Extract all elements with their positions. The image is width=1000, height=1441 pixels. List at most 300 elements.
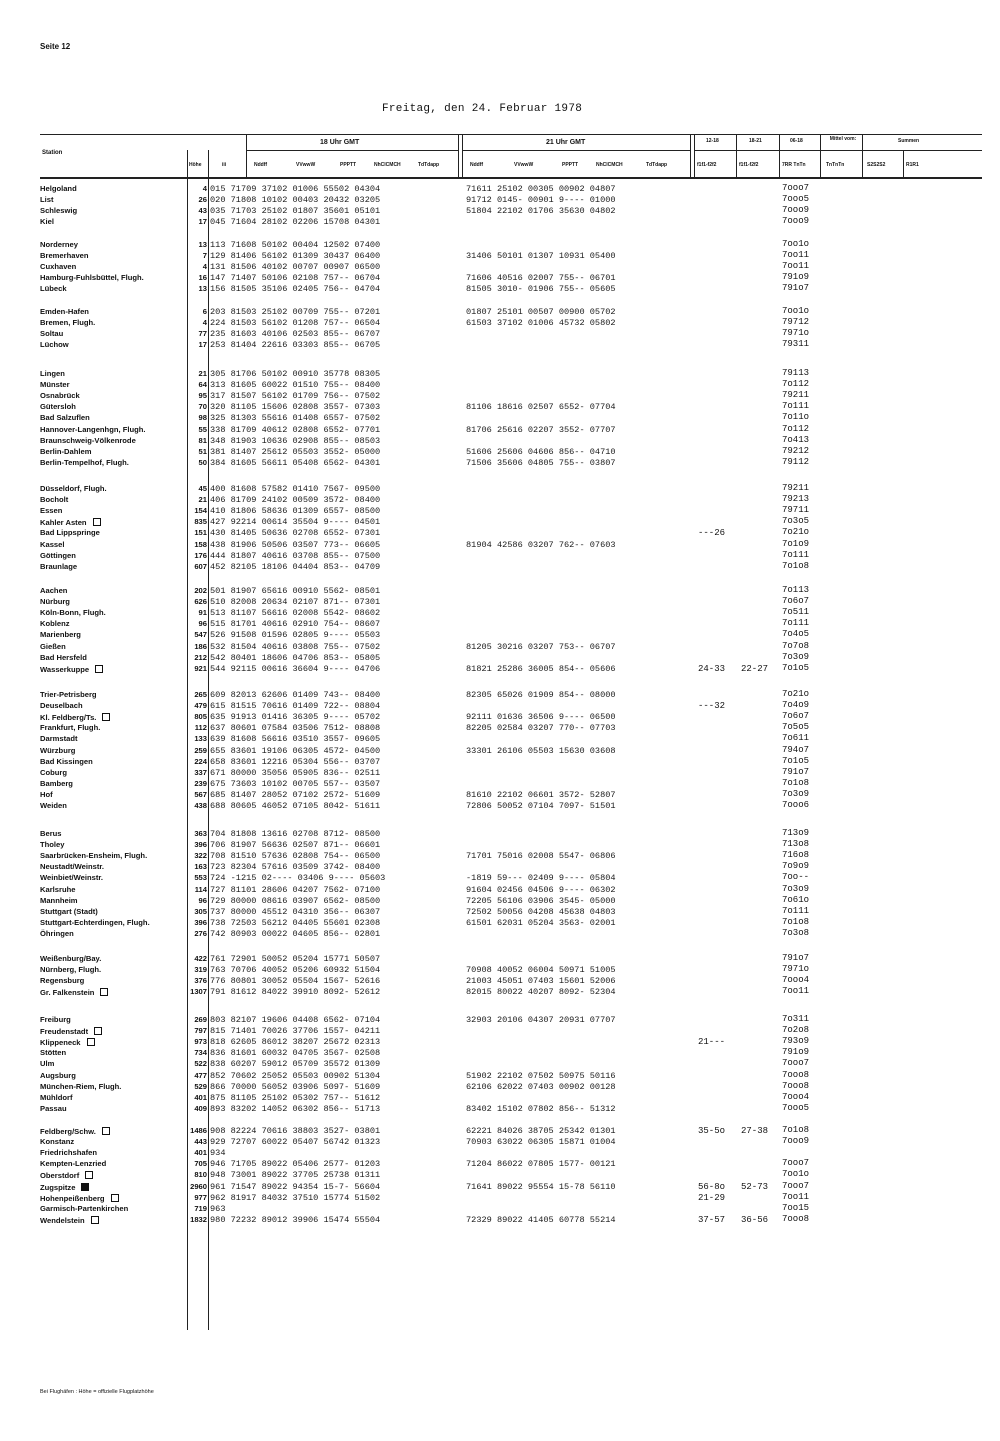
- obs-18-gmt: 671 80000 35056 05905 836-- 02511: [210, 767, 381, 778]
- obs-21-gmt: 81106 18616 02507 6552- 07704: [466, 402, 616, 413]
- station-name-text: Frankfurt, Flugh.: [40, 723, 101, 733]
- obs-21-gmt: 71611 25102 00305 00902 04807: [466, 184, 616, 194]
- station-name-text: Saarbrücken-Ensheim, Flugh.: [40, 851, 148, 861]
- station-name: [40, 631, 81, 639]
- obs-18-gmt: 045 71604 28102 02206 15708 04301: [210, 217, 381, 228]
- station-elevation: 409: [194, 1103, 207, 1113]
- station-name-text: Braunschweig-Völkenrode: [40, 435, 136, 445]
- station-elevation: 112: [194, 723, 207, 733]
- header-sub-a: f1f1-f2f2: [697, 162, 717, 168]
- station-name: [40, 665, 103, 674]
- obs-18-gmt: 637 80601 07584 03506 7512- 08808: [210, 723, 381, 734]
- station-elevation: 443: [194, 1137, 207, 1147]
- station-name: [40, 1149, 97, 1157]
- obs-18-gmt: 510 82008 20634 02107 871-- 07301: [210, 597, 381, 608]
- obs-21-gmt: 82015 80022 40207 8092- 52304: [466, 987, 616, 998]
- open-square-icon: [91, 1216, 99, 1224]
- header-tt-21: TdTdapp: [646, 162, 668, 168]
- obs-21-gmt: 72806 50052 07104 7097- 51501: [466, 801, 616, 811]
- footer-note: Bei Flughäfen : Höhe = offizielle Flugplatzhöhe: [40, 1389, 154, 1395]
- station-elevation: 719: [194, 1203, 207, 1213]
- station-name-text: Münster: [40, 380, 70, 390]
- station-name: [40, 830, 62, 838]
- station-name: [40, 769, 67, 777]
- station-name: [40, 370, 65, 378]
- station-name-text: Trier-Petrisberg: [40, 690, 97, 699]
- station-name: [40, 955, 101, 963]
- header-vvwww-21: VVwwW: [514, 162, 534, 168]
- period-12-18-value: 24-33: [698, 663, 726, 674]
- station-name: [40, 541, 65, 549]
- obs-18-gmt: 688 80605 46052 07105 8042- 51611: [210, 801, 381, 811]
- station-name: [40, 1016, 71, 1024]
- mean-value: 7o112: [782, 423, 810, 434]
- mean-value: 7o6o7: [782, 596, 810, 607]
- station-elevation: 269: [194, 1015, 207, 1024]
- obs-18-gmt: 803 82107 19606 04408 6562- 07104: [210, 1015, 381, 1025]
- station-name-text: Bad Kissingen: [40, 756, 93, 766]
- station-elevation: 835: [194, 517, 207, 527]
- mean-value: 791o7: [782, 766, 810, 777]
- obs-21-gmt: 81706 25616 02207 3552- 07707: [466, 424, 616, 435]
- station-name-text: Stuttgart (Stadt): [40, 906, 98, 916]
- station-name-text: Düsseldorf, Flugh.: [40, 484, 107, 493]
- obs-18-gmt: 427 92214 00614 35504 9---- 04501: [210, 517, 381, 528]
- station-name: [40, 1049, 66, 1057]
- obs-18-gmt: 875 81105 25102 05302 757-- 51612: [210, 1092, 381, 1103]
- station-name-text: Bamberg: [40, 778, 73, 788]
- station-name-text: Bocholt: [40, 495, 69, 505]
- mean-value: 7ooo5: [782, 194, 810, 205]
- station-elevation: 50: [198, 457, 207, 467]
- station-elevation: 2960: [190, 1181, 207, 1191]
- station-name: [40, 274, 144, 282]
- station-name-text: Feldberg/Schw.: [40, 1127, 96, 1136]
- station-name: [40, 1027, 102, 1036]
- mean-value: 791o7: [782, 283, 810, 294]
- mean-value: 7ooo9: [782, 216, 810, 227]
- period-12-18-value: 35-5o: [698, 1126, 726, 1136]
- station-name-text: Koblenz: [40, 619, 70, 629]
- station-name: [40, 758, 93, 766]
- station-elevation: 202: [194, 586, 207, 595]
- mean-value: 7oo15: [782, 1202, 810, 1213]
- station-name-text: Hamburg-Fuhlsbüttel, Flugh.: [40, 273, 144, 283]
- obs-18-gmt: 738 72503 56212 04405 55601 02308: [210, 917, 381, 928]
- station-elevation: 158: [194, 539, 207, 549]
- mean-value: 7o1o8: [782, 777, 810, 788]
- station-elevation: 224: [194, 756, 207, 766]
- obs-21-gmt: 31406 50101 01307 10931 05400: [466, 251, 616, 262]
- station-elevation: 1307: [190, 987, 207, 997]
- obs-18-gmt: 203 81503 25102 00709 755-- 07201: [210, 307, 381, 317]
- obs-21-gmt: 81610 22102 06601 3572- 52807: [466, 789, 616, 800]
- header-nddff-21: Nddff: [470, 162, 484, 168]
- station-name-text: Gütersloh: [40, 402, 76, 412]
- station-name: [40, 1072, 76, 1080]
- station-name: [40, 1194, 119, 1203]
- station-name: [40, 518, 101, 527]
- obs-18-gmt: 131 81506 40102 00707 00907 06500: [210, 262, 381, 273]
- station-elevation: 70: [198, 402, 207, 412]
- station-name-text: Weißenburg/Bay.: [40, 954, 102, 963]
- station-name-text: Norderney: [40, 240, 78, 249]
- mean-value: 7o6o7: [782, 711, 810, 722]
- date-title: Freitag, den 24. Februar 1978: [382, 103, 583, 115]
- station-name-text: Freiburg: [40, 1015, 71, 1024]
- station-name-text: Tholey: [40, 840, 65, 850]
- station-name: [40, 863, 104, 871]
- obs-21-gmt: 81505 3010- 01906 755-- 05605: [466, 284, 616, 295]
- period-12-18-value: 21-29: [698, 1192, 726, 1203]
- obs-18-gmt: 325 81303 55616 01408 6557- 07502: [210, 413, 381, 424]
- mean-value: 7ooo8: [782, 1080, 810, 1091]
- obs-18-gmt: 156 81505 35106 02405 756-- 04704: [210, 284, 381, 295]
- mean-value: 7o111: [782, 401, 810, 412]
- station-name-text: Wendelstein: [40, 1215, 85, 1225]
- station-elevation: 477: [194, 1070, 207, 1080]
- period-12-18-value: ---26: [698, 528, 726, 539]
- header-vvwww-18: VVwwW: [296, 162, 316, 168]
- station-name-text: Lingen: [40, 369, 65, 378]
- mean-value: 7ooo4: [782, 1091, 810, 1102]
- station-name: [40, 988, 108, 997]
- station-elevation: 17: [198, 340, 207, 350]
- mean-value: 716o8: [782, 850, 810, 861]
- obs-21-gmt: 71506 35606 04805 755-- 03807: [466, 457, 616, 468]
- open-square-icon: [85, 1171, 93, 1179]
- station-elevation: 7: [202, 251, 207, 261]
- obs-18-gmt: 515 81701 40616 02910 754-- 08607: [210, 619, 381, 630]
- mean-value: 7o3o9: [782, 788, 810, 799]
- mean-value: 7o11o: [782, 412, 810, 423]
- station-name: [40, 207, 77, 215]
- obs-21-gmt: 81205 30216 03207 753-- 06707: [466, 641, 616, 652]
- station-elevation: 45: [198, 484, 207, 493]
- station-name: [40, 791, 53, 799]
- header-sub-b: f1f1-f2f2: [739, 162, 759, 168]
- station-name: [40, 563, 77, 571]
- mean-value: 7o61o: [782, 894, 810, 905]
- station-name: [40, 747, 75, 755]
- station-elevation: 363: [194, 829, 207, 838]
- station-elevation: 626: [194, 597, 207, 607]
- header-sub-f: R1R1: [906, 162, 919, 168]
- station-name-text: Helgoland: [40, 184, 77, 193]
- station-elevation: 322: [194, 851, 207, 861]
- obs-18-gmt: 235 81603 40106 02503 855-- 06707: [210, 329, 381, 340]
- station-elevation: 133: [194, 734, 207, 744]
- header-sub-c: 7RR TnTn: [782, 162, 806, 168]
- mean-value: 791o9: [782, 1047, 810, 1058]
- mean-value: 7o111: [782, 549, 810, 560]
- station-name-text: Cuxhaven: [40, 262, 77, 272]
- mean-value: 7o413: [782, 434, 810, 445]
- obs-21-gmt: 91604 02456 04506 9---- 06302: [466, 884, 616, 895]
- station-elevation: 977: [194, 1192, 207, 1202]
- station-elevation: 96: [198, 619, 207, 629]
- station-name: [40, 496, 68, 504]
- station-elevation: 64: [198, 380, 207, 390]
- station-name-text: List: [40, 195, 54, 205]
- station-name-text: München-Riem, Flugh.: [40, 1081, 122, 1091]
- mean-value: 79712: [782, 317, 810, 328]
- obs-18-gmt: 384 81605 56611 05408 6562- 04301: [210, 457, 381, 468]
- station-name-text: Augsburg: [40, 1070, 76, 1080]
- obs-21-gmt: 01807 25101 00507 00900 05702: [466, 307, 616, 317]
- station-elevation: 810: [194, 1170, 207, 1180]
- station-elevation: 396: [194, 917, 207, 927]
- station-name: [40, 930, 74, 938]
- station-elevation: 6: [202, 307, 207, 316]
- open-square-icon: [87, 1038, 95, 1046]
- station-name-text: Freudenstadt: [40, 1027, 89, 1037]
- obs-18-gmt: 704 81808 13616 02708 8712- 08500: [210, 829, 381, 839]
- obs-18-gmt: 818 62605 86012 38207 25672 02313: [210, 1037, 381, 1048]
- station-name: [40, 908, 98, 916]
- station-name: [40, 414, 90, 422]
- station-name: [40, 330, 63, 338]
- mean-value: 79113: [782, 368, 810, 378]
- station-name: [40, 1094, 72, 1102]
- station-name: [40, 185, 77, 193]
- station-name: [40, 218, 54, 226]
- mean-value: 79213: [782, 494, 810, 505]
- station-elevation: 51: [198, 446, 207, 456]
- station-elevation: 176: [194, 550, 207, 560]
- mean-value: 7oo11: [782, 261, 810, 272]
- station-elevation: 4: [202, 262, 207, 272]
- station-name-text: Gießen: [40, 641, 66, 651]
- station-elevation: 154: [194, 506, 207, 516]
- station-elevation: 401: [194, 1148, 207, 1158]
- obs-18-gmt: 320 81105 15606 02808 3557- 07303: [210, 402, 381, 413]
- station-name: [40, 587, 67, 595]
- station-elevation: 401: [194, 1092, 207, 1102]
- station-elevation: 98: [198, 413, 207, 423]
- mean-value: 7ooo8: [782, 1069, 810, 1080]
- mean-value: 7ooo4: [782, 975, 810, 986]
- header-sub-d: TnTnTn: [826, 162, 845, 168]
- station-name: [40, 308, 89, 316]
- station-name: [40, 1205, 128, 1213]
- station-name: [40, 780, 73, 788]
- station-name: [40, 598, 70, 606]
- obs-18-gmt: 729 80000 08616 03907 6562- 08500: [210, 895, 381, 906]
- obs-18-gmt: 866 70000 56052 03906 5097- 51609: [210, 1081, 381, 1092]
- obs-21-gmt: 61503 37102 01006 45732 05802: [466, 318, 616, 329]
- obs-18-gmt: 742 80903 00022 04605 856-- 02801: [210, 928, 381, 939]
- mean-value: 7ooo6: [782, 800, 810, 810]
- period-18-21-value: 36-56: [741, 1214, 769, 1225]
- mean-value: 79311: [782, 339, 810, 350]
- station-name: [40, 241, 78, 249]
- mean-value: 7oo1o: [782, 306, 810, 316]
- mean-value: 7ooo7: [782, 1180, 810, 1191]
- station-name: [40, 713, 110, 722]
- station-elevation: 797: [194, 1026, 207, 1036]
- station-name: [40, 735, 78, 743]
- station-name-text: Hof: [40, 789, 53, 799]
- obs-18-gmt: 776 80801 30052 05504 1567- 52616: [210, 976, 381, 987]
- mean-value: 7o4o5: [782, 629, 810, 640]
- station-name-text: Berus: [40, 829, 62, 838]
- station-elevation: 607: [194, 561, 207, 571]
- mean-value: 7o4o9: [782, 700, 810, 711]
- obs-18-gmt: 934: [210, 1148, 226, 1159]
- obs-18-gmt: 852 70602 25052 05503 00902 51304: [210, 1070, 381, 1081]
- station-name-text: Stuttgart-Echterdingen, Flugh.: [40, 917, 150, 927]
- obs-21-gmt: 51804 22102 01706 35630 04802: [466, 206, 616, 217]
- station-name-text: Karlsruhe: [40, 884, 76, 894]
- mean-value: 79211: [782, 483, 810, 493]
- open-square-icon: [100, 988, 108, 996]
- header-mittel: Mittel vom:: [829, 136, 857, 142]
- station-elevation: 973: [194, 1037, 207, 1047]
- station-elevation: 276: [194, 928, 207, 938]
- obs-18-gmt: 763 70706 40052 05206 60932 51504: [210, 965, 381, 976]
- obs-18-gmt: 791 81612 84022 39910 8092- 52612: [210, 987, 381, 998]
- obs-21-gmt: 81904 42586 03207 762-- 07603: [466, 539, 616, 550]
- mean-value: 7oo11: [782, 986, 810, 997]
- station-name-text: Deuselbach: [40, 701, 83, 711]
- station-name: [40, 1083, 121, 1091]
- mean-value: 7o7o8: [782, 640, 810, 651]
- station-name-text: Berlin-Dahlem: [40, 446, 92, 456]
- station-name: [40, 1138, 74, 1146]
- station-elevation: 13: [198, 240, 207, 249]
- obs-21-gmt: 51902 22102 07502 50975 50116: [466, 1070, 616, 1081]
- mean-value: 7ooo7: [782, 1058, 810, 1069]
- obs-21-gmt: 92111 01636 36506 9---- 06500: [466, 712, 616, 723]
- header-18-gmt: 18 Uhr GMT: [320, 139, 360, 146]
- obs-18-gmt: 305 81706 50102 00910 35778 08305: [210, 369, 381, 379]
- station-name-text: Garmisch-Partenkirchen: [40, 1203, 129, 1213]
- mean-value: 791o7: [782, 953, 810, 963]
- station-name: [40, 1183, 89, 1192]
- obs-18-gmt: 836 81601 60032 04705 3567- 02508: [210, 1048, 381, 1059]
- obs-18-gmt: 406 81709 24102 00509 3572- 08400: [210, 495, 381, 506]
- obs-18-gmt: 452 82105 18106 04404 853-- 04709: [210, 561, 381, 572]
- mean-value: 7o611: [782, 733, 810, 744]
- station-name-text: Berlin-Tempelhof, Flugh.: [40, 457, 129, 467]
- obs-18-gmt: 675 73603 10102 00705 557-- 03507: [210, 778, 381, 789]
- station-name: [40, 485, 107, 493]
- obs-21-gmt: 71701 75016 02008 5547- 06806: [466, 851, 616, 862]
- header-summen: Summen: [898, 138, 920, 144]
- station-name: [40, 381, 70, 389]
- open-square-icon: [102, 1127, 110, 1135]
- station-name: [40, 802, 67, 810]
- obs-21-gmt: 70908 40052 06004 50971 51005: [466, 965, 616, 976]
- obs-18-gmt: 544 92115 00616 36604 9---- 04706: [210, 663, 381, 674]
- station-name-text: Kempten-Lenzried: [40, 1159, 107, 1169]
- station-elevation: 529: [194, 1081, 207, 1091]
- mean-value: 7ooo7: [782, 1158, 810, 1169]
- obs-18-gmt: 838 60207 59012 05709 35572 01309: [210, 1059, 381, 1070]
- station-elevation: 212: [194, 652, 207, 662]
- station-name-text: Lüchow: [40, 340, 69, 350]
- station-name-text: Konstanz: [40, 1137, 75, 1147]
- station-elevation: 114: [194, 884, 207, 894]
- mean-value: 793o9: [782, 1036, 810, 1047]
- obs-18-gmt: 147 71407 50106 02108 757-- 06704: [210, 273, 381, 284]
- obs-18-gmt: 430 81405 50636 02708 6552- 07301: [210, 528, 381, 539]
- station-name-text: Aachen: [40, 586, 68, 595]
- obs-21-gmt: 21003 45051 07403 15601 52006: [466, 976, 616, 987]
- period-18-21-value: 27-38: [741, 1126, 769, 1136]
- station-name: [40, 403, 76, 411]
- header-21-gmt: 21 Uhr GMT: [546, 139, 586, 146]
- obs-18-gmt: 963: [210, 1203, 226, 1214]
- station-name-text: Neustadt/Weinstr.: [40, 862, 104, 872]
- station-name-text: Passau: [40, 1103, 67, 1113]
- obs-21-gmt: 71606 40516 02007 755-- 06701: [466, 273, 616, 284]
- station-name-text: Göttingen: [40, 550, 76, 560]
- station-name-text: Stötten: [40, 1048, 67, 1058]
- obs-21-gmt: 61501 62031 05204 3563- 02001: [466, 917, 616, 928]
- mean-value: 713o9: [782, 828, 810, 838]
- station-elevation: 553: [194, 873, 207, 883]
- open-square-icon: [95, 665, 103, 673]
- obs-21-gmt: 62106 62022 07403 00902 00128: [466, 1081, 616, 1092]
- header-nddff-18: Nddff: [254, 162, 268, 168]
- station-name: [40, 507, 62, 515]
- mean-value: 7o111: [782, 618, 810, 629]
- header-station: Station: [42, 150, 63, 156]
- mean-value: 79212: [782, 445, 810, 456]
- station-elevation: 422: [194, 954, 207, 963]
- station-name-text: Nürnberg, Flugh.: [40, 965, 102, 975]
- station-elevation: 17: [198, 217, 207, 227]
- station-name: [40, 654, 87, 662]
- obs-18-gmt: 317 81507 56102 01709 756-- 07502: [210, 391, 381, 402]
- station-name-text: Zugspitze: [40, 1182, 76, 1192]
- obs-18-gmt: 035 71703 25102 01807 35601 05101: [210, 206, 381, 217]
- mean-value: 7971o: [782, 328, 810, 339]
- mean-value: 713o8: [782, 839, 810, 850]
- station-name: [40, 886, 75, 894]
- station-name-text: Kahler Asten: [40, 518, 87, 528]
- station-name-text: Hannover-Langenhgn, Flugh.: [40, 424, 146, 434]
- station-elevation: 239: [194, 778, 207, 788]
- obs-21-gmt: 72502 50056 04208 45638 04803: [466, 906, 616, 917]
- station-elevation: 77: [198, 329, 207, 339]
- station-name-text: Kiel: [40, 217, 54, 227]
- obs-18-gmt: 501 81907 65616 00910 5562- 08501: [210, 586, 381, 596]
- station-name: [40, 1060, 54, 1068]
- header-sub-e: S2S2S2: [867, 162, 886, 168]
- mean-value: 7o113: [782, 585, 810, 595]
- station-elevation: 1832: [190, 1214, 207, 1224]
- station-elevation: 4: [202, 318, 207, 328]
- station-elevation: 547: [194, 630, 207, 640]
- obs-21-gmt: 70903 63022 06305 15871 01004: [466, 1137, 616, 1148]
- station-elevation: 438: [194, 801, 207, 810]
- obs-18-gmt: 020 71808 10102 00403 20432 03205: [210, 195, 381, 206]
- obs-21-gmt: 32903 20106 04307 20931 07707: [466, 1015, 616, 1025]
- station-name: [40, 552, 76, 560]
- obs-21-gmt: 82305 65026 01909 854-- 08000: [466, 690, 616, 700]
- station-elevation: 567: [194, 789, 207, 799]
- mean-value: 7o1o8: [782, 916, 810, 927]
- station-name-text: Mühldorf: [40, 1092, 73, 1102]
- station-elevation: 479: [194, 701, 207, 711]
- mean-value: 7ooo9: [782, 205, 810, 216]
- station-name-text: Lübeck: [40, 284, 67, 294]
- obs-18-gmt: 658 83601 12216 05304 556-- 03707: [210, 756, 381, 767]
- mean-value: 7oo1o: [782, 1169, 810, 1180]
